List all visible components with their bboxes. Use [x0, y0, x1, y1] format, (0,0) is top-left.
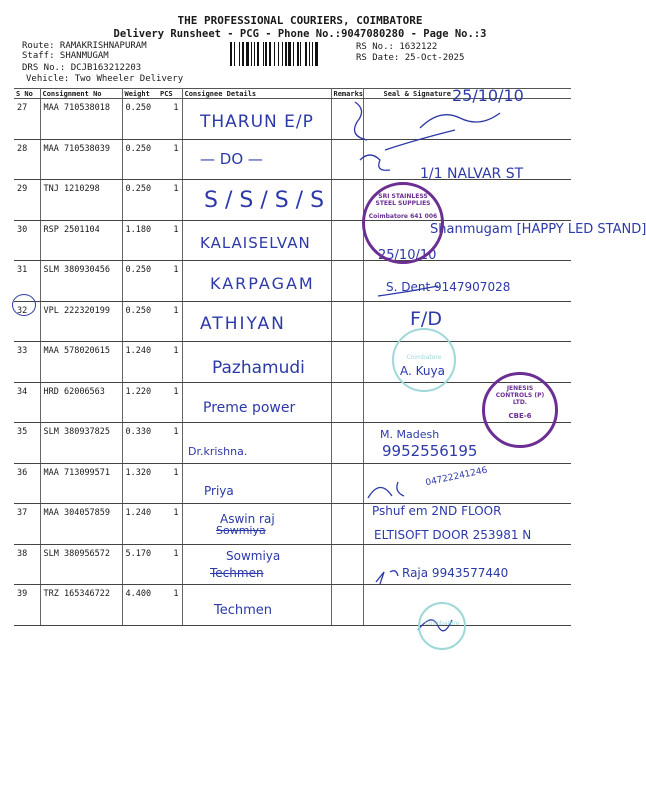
row-weight: 0.250	[122, 180, 158, 221]
hw-name-33: Pazhamudi	[212, 358, 305, 378]
row-consignment-no: HRD 62006563	[40, 382, 122, 423]
row-consignment-no: MAA 578020615	[40, 342, 122, 383]
row-sno: 36	[14, 463, 40, 504]
row-sno: 33	[14, 342, 40, 383]
row-pcs: 1	[158, 504, 182, 545]
col-seal: Seal & Signature	[363, 89, 571, 99]
company-title: THE PROFESSIONAL COURIERS, COIMBATORE	[177, 14, 423, 27]
row-pcs: 1	[158, 139, 182, 180]
hw-name-31: KARPAGAM	[210, 274, 315, 293]
hw-name-29: S / S / S / S	[204, 188, 325, 213]
row-sno: 29	[14, 180, 40, 221]
row-sno: 31	[14, 261, 40, 302]
row-weight: 1.220	[122, 382, 158, 423]
staff-label: Staff: SHANMUGAM	[22, 51, 109, 61]
hw-sig-35b: 9952556195	[382, 442, 478, 460]
hw-name-37: Aswin raj	[220, 512, 275, 526]
hw-name-32: ATHIYAN	[200, 314, 286, 334]
hw-sig-37b: ELTISOFT DOOR 253981 N	[374, 528, 532, 542]
signature-31	[378, 286, 438, 296]
runsheet-subtitle: Delivery Runsheet - PCG - Phone No.:9047080280 - Page No.:3	[113, 28, 487, 40]
row-sno: 27	[14, 99, 40, 140]
stamp-jenesis-controls	[482, 372, 558, 448]
row-weight: 1.180	[122, 220, 158, 261]
signature-38	[376, 571, 398, 584]
hw-name-27: THARUN E/P	[200, 112, 314, 132]
row-consignment-no: RSP 2501104	[40, 220, 122, 261]
hw-name-38-struck: Techmen	[210, 566, 264, 580]
hw-sig-28: 1/1 NALVAR ST	[420, 166, 524, 182]
row-sno: 32	[14, 301, 40, 342]
hw-sig-37a: Pshuf em 2ND FLOOR	[372, 504, 502, 518]
row-sno: 39	[14, 585, 40, 626]
row-weight: 0.330	[122, 423, 158, 464]
rs-date: RS Date: 25-Oct-2025	[356, 53, 465, 63]
row-weight: 0.250	[122, 99, 158, 140]
row-consignment-no: TNJ 1210298	[40, 180, 122, 221]
stamp-steel-city: Coimbatore 641 006	[368, 213, 438, 220]
row-pcs: 1	[158, 261, 182, 302]
row-sno: 37	[14, 504, 40, 545]
row-pcs: 1	[158, 544, 182, 585]
row-weight: 0.250	[122, 301, 158, 342]
hw-sig-36: 04722241246	[424, 465, 489, 489]
row-consignment-no: VPL 222320199	[40, 301, 122, 342]
row-sno: 28	[14, 139, 40, 180]
row-sno: 35	[14, 423, 40, 464]
hw-name-35: Dr.krishna.	[188, 445, 248, 458]
row-weight: 5.170	[122, 544, 158, 585]
hw-name-30: KALAISELVAN	[200, 234, 311, 252]
row-pcs: 1	[158, 463, 182, 504]
row-weight: 1.240	[122, 504, 158, 545]
stamp-ghost-1	[392, 328, 456, 392]
hw-sig-30a: Shanmugam [HAPPY LED STAND]	[430, 222, 646, 237]
row-pcs: 1	[158, 342, 182, 383]
row-pcs: 1	[158, 180, 182, 221]
row-consignment-no: MAA 304057859	[40, 504, 122, 545]
stamp-steel-name: SRI STAINLESS STEEL SUPPLIES	[375, 193, 431, 207]
row-pcs: 1	[158, 423, 182, 464]
hw-sig-30b: 25/10/10	[378, 248, 437, 263]
row-consignment-no: TRZ 165346722	[40, 585, 122, 626]
row-pcs: 1	[158, 99, 182, 140]
col-weight: Weight	[122, 89, 158, 99]
row-pcs: 1	[158, 301, 182, 342]
hw-name-37-struck: Sowmiya	[216, 524, 266, 537]
row-weight: 0.250	[122, 139, 158, 180]
hw-name-39: Techmen	[214, 603, 273, 618]
col-sno: S No	[14, 89, 40, 99]
col-consignee: Consignee Details	[182, 89, 331, 99]
hw-sig-32: F/D	[410, 308, 442, 330]
stamp-jenesis-name: JENESIS CONTROLS (P) LTD.	[495, 385, 545, 406]
col-consignment: Consignment No	[40, 89, 122, 99]
row-pcs: 1	[158, 382, 182, 423]
row-sno: 30	[14, 220, 40, 261]
hw-name-34: Preme power	[203, 400, 296, 416]
col-pcs: PCS	[158, 89, 182, 99]
hw-name-38: Sowmiya	[226, 549, 281, 563]
row-consignment-no: SLM 380956572	[40, 544, 122, 585]
row-consignment-no: MAA 710538018	[40, 99, 122, 140]
row-weight: 0.250	[122, 261, 158, 302]
signature-27	[355, 102, 500, 140]
hw-sig-35a: M. Madesh	[380, 428, 440, 441]
row-weight: 1.240	[122, 342, 158, 383]
row-pcs: 1	[158, 585, 182, 626]
row-weight: 4.400	[122, 585, 158, 626]
hw-sig-38: Raja 9943577440	[402, 566, 509, 580]
stamp-jenesis-city: CBE-6	[508, 412, 532, 420]
hw-name-28: — DO —	[200, 150, 263, 168]
stamp-ghost-2-text: Coimbatore	[424, 620, 460, 627]
row-sno: 34	[14, 382, 40, 423]
row-consignment-no: MAA 713099571	[40, 463, 122, 504]
row-pcs: 1	[158, 220, 182, 261]
stamp-ghost-1-text: Coimbatore	[406, 354, 442, 361]
row-weight: 1.320	[122, 463, 158, 504]
drs-label: DRS No.: DCJB163212203	[22, 63, 142, 73]
row-sno: 38	[14, 544, 40, 585]
rs-number: RS No.: 1632122	[356, 42, 438, 52]
col-remarks: Remarks	[331, 89, 363, 99]
vehicle-label: Vehicle: Two Wheeler Delivery	[26, 74, 184, 84]
signature-28	[360, 130, 455, 170]
signature-36	[368, 482, 404, 498]
hw-sig-31: S. Dent 9147907028	[386, 280, 511, 294]
hw-name-36: Priya	[204, 484, 234, 498]
stamp-stainless-steel	[362, 182, 444, 264]
row-consignment-no: MAA 710538039	[40, 139, 122, 180]
hw-date-top: 25/10/10	[452, 86, 524, 105]
stamp-ghost-2	[418, 602, 466, 650]
row-consignment-no: SLM 380930456	[40, 261, 122, 302]
hw-sig-33: A. Kuya	[400, 364, 445, 378]
route-label: Route: RAMAKRISHNAPURAM	[22, 41, 147, 51]
row-consignment-no: SLM 380937825	[40, 423, 122, 464]
